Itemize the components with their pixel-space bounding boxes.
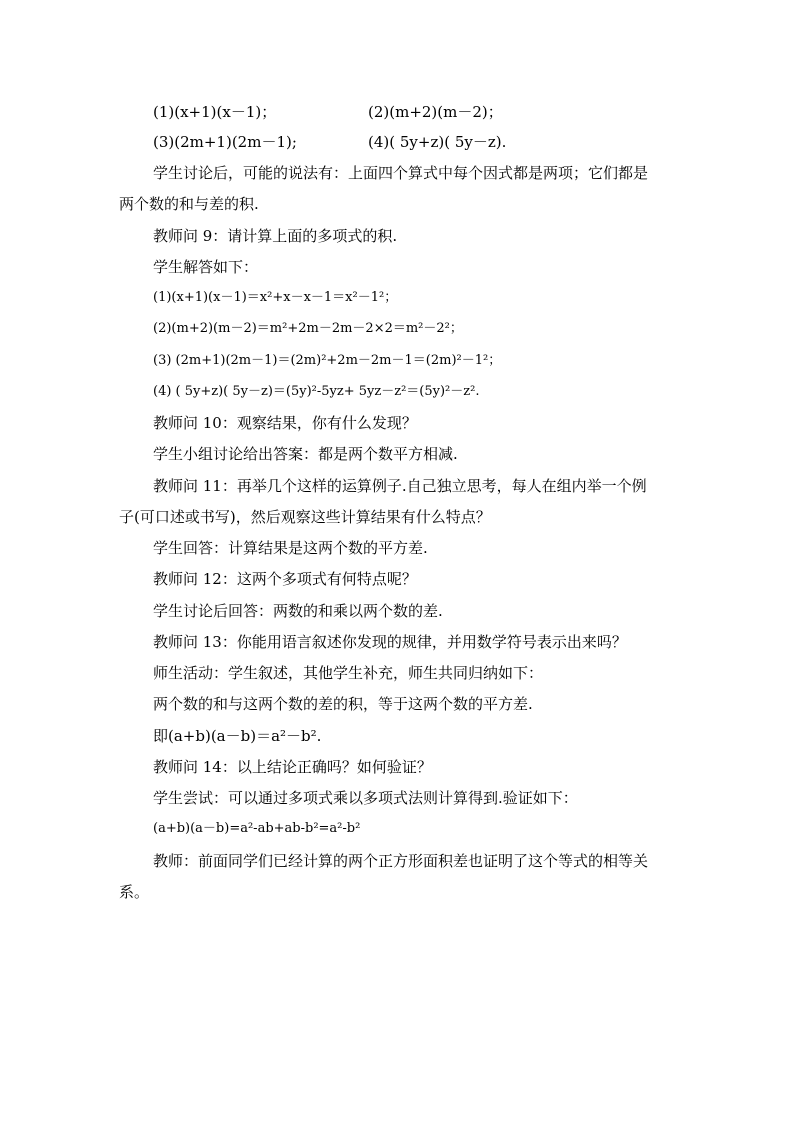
solution-2: (2)(m+2)(m－2)＝m²+2m－2m－2×2＝m²－2²； xyxy=(153,321,463,336)
teacher-question-14: 教师问 14：以上结论正确吗？如何验证？ xyxy=(153,758,432,776)
student-attempt: 学生尝试：可以通过多项式乘以多项式法则计算得到.验证如下： xyxy=(153,789,578,807)
student-answer-intro: 学生解答如下： xyxy=(153,258,259,276)
solution-1: (1)(x+1)(x－1)＝x²+x－x－1＝x²－1²； xyxy=(153,290,398,305)
discussion-line-1: 学生讨论后，可能的说法有：上面四个算式中每个因式都是两项；它们都是 xyxy=(153,164,649,182)
teacher-remark-line-2: 系。 xyxy=(119,883,150,901)
teacher-student-activity: 师生活动：学生叙述，其他学生补充，师生共同归纳如下： xyxy=(153,664,544,682)
teacher-question-11-line-1: 教师问 11：再举几个这样的运算例子.自己独立思考，每人在组内举一个例 xyxy=(153,477,647,495)
problem-4: (4)( 5y+z)( 5y－z). xyxy=(368,133,507,151)
problem-2: (2)(m+2)(m－2)； xyxy=(368,103,503,121)
solution-4: (4) ( 5y+z)( 5y－z)＝(5y)²-5yz+ 5yz－z²＝(5y)²－z². xyxy=(153,384,480,399)
problem-1: (1)(x+1)(x－1)； xyxy=(153,103,277,121)
solution-3: (3) (2m+1)(2m－1)＝(2m)²+2m－2m－1＝(2m)²－1²； xyxy=(153,353,502,368)
verification-formula: (a+b)(a－b)=a²-ab+ab-b²=a²-b² xyxy=(153,821,361,836)
student-answer-12: 学生讨论后回答：两数的和乘以两个数的差. xyxy=(153,602,443,620)
student-answer-10: 学生小组讨论给出答案：都是两个数平方相减. xyxy=(153,445,458,463)
teacher-question-13: 教师问 13：你能用语言叙述你发现的规律，并用数学符号表示出来吗？ xyxy=(153,633,627,651)
teacher-question-12: 教师问 12：这两个多项式有何特点呢？ xyxy=(153,570,417,588)
teacher-question-10: 教师问 10：观察结果，你有什么发现？ xyxy=(153,414,417,432)
teacher-remark-line-1: 教师：前面同学们已经计算的两个正方形面积差也证明了这个等式的相等关 xyxy=(153,852,649,870)
student-answer-11: 学生回答：计算结果是这两个数的平方差. xyxy=(153,539,428,557)
rule-statement: 两个数的和与这两个数的差的积，等于这两个数的平方差. xyxy=(153,695,533,713)
formula-statement: 即(a+b)(a－b)＝a²－b². xyxy=(153,727,322,745)
teacher-question-11-line-2: 子(可口述或书写)，然后观察这些计算结果有什么特点？ xyxy=(119,508,491,526)
discussion-line-2: 两个数的和与差的积. xyxy=(119,195,259,213)
teacher-question-9: 教师问 9：请计算上面的多项式的积. xyxy=(153,227,398,245)
problem-3: (3)(2m+1)(2m－1); xyxy=(153,133,297,151)
